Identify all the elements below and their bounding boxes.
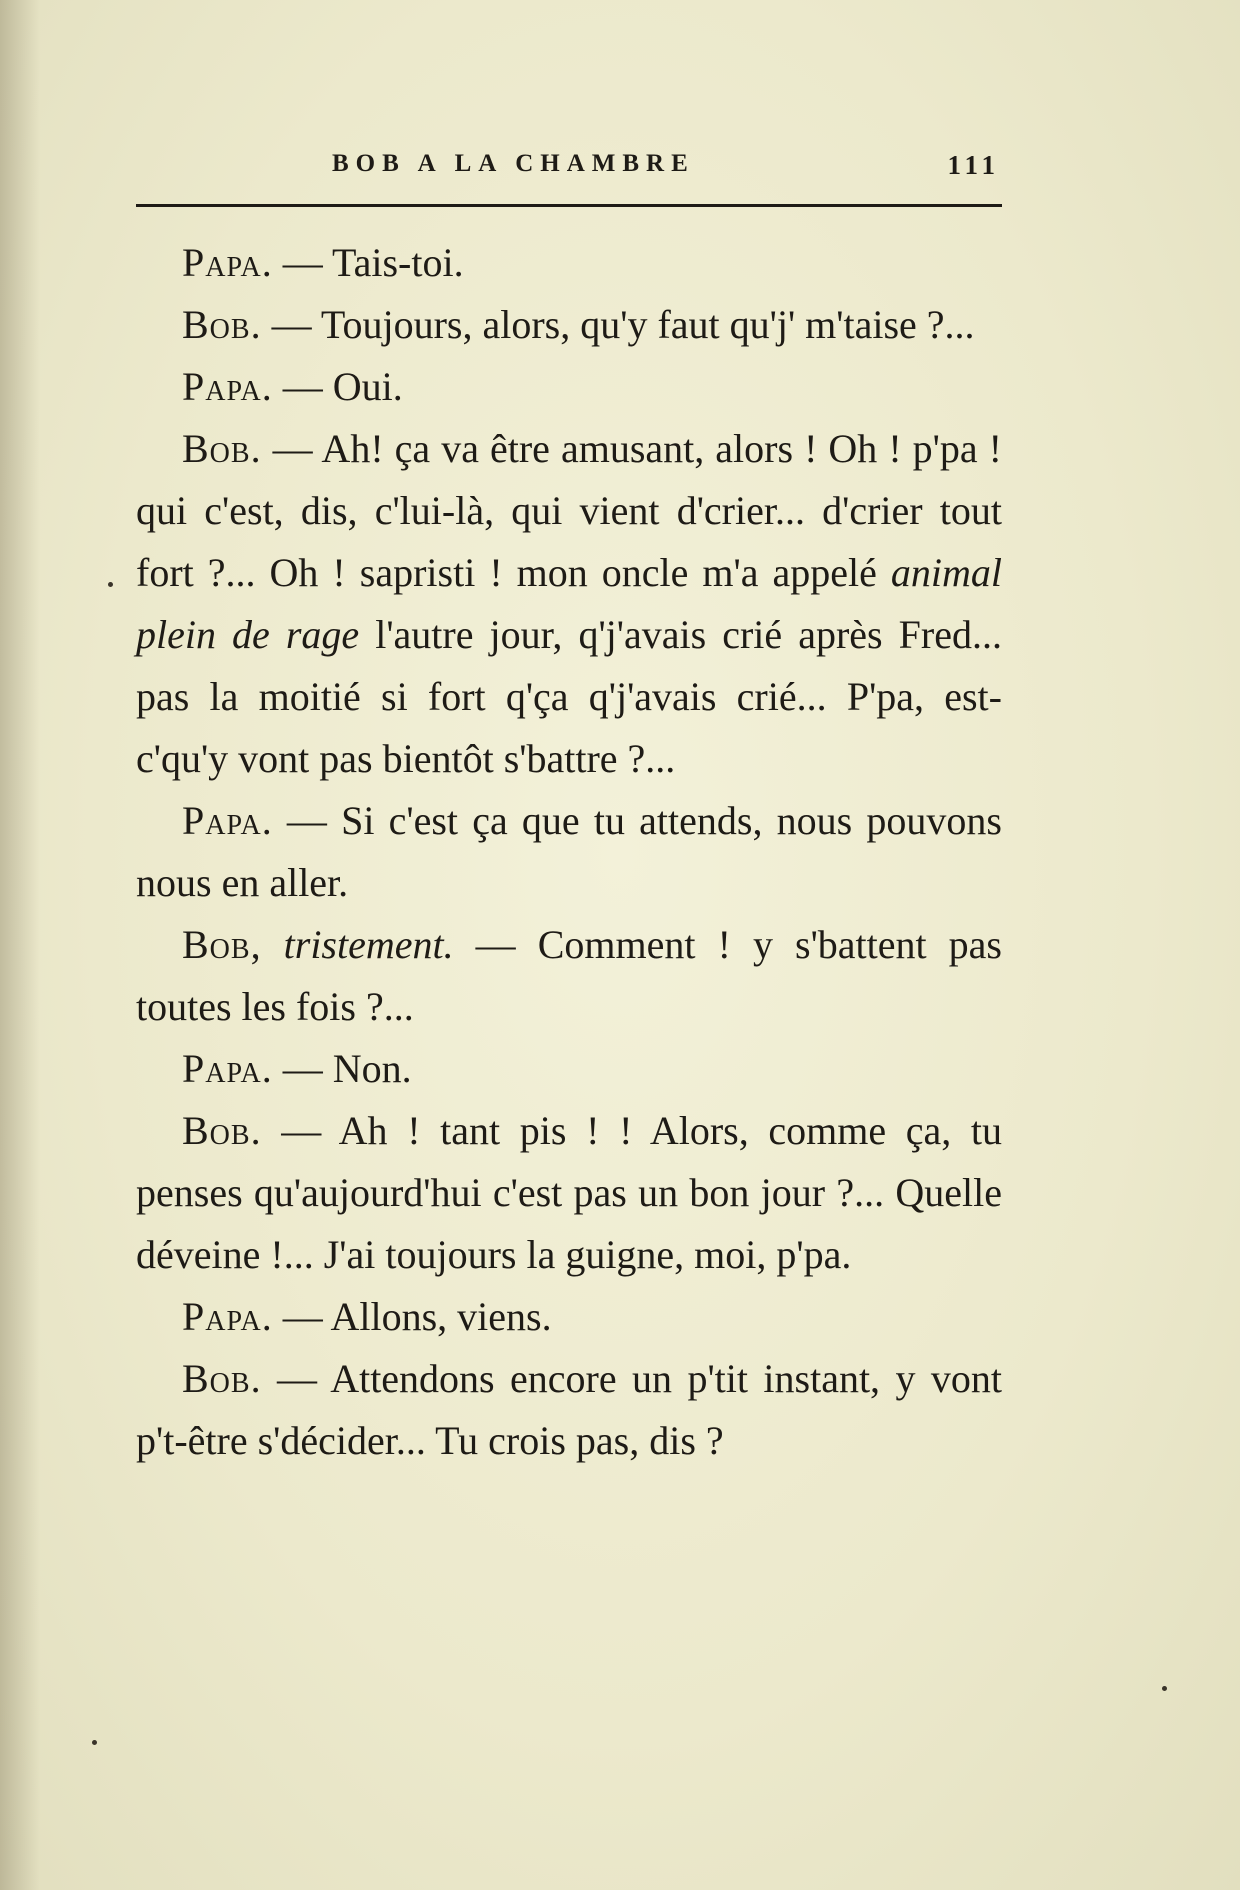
dialogue-line [136,356,1002,418]
line-text: — Oui. [272,364,403,409]
dialogue-line [136,1286,1002,1348]
dialogue-line [136,790,1002,914]
emphasis-text: animal plein de rage [136,550,1002,657]
speaker-name: Papa. [182,1294,273,1339]
stage-direction: tristement. [283,922,454,967]
speaker-name: Bob. [182,1356,262,1401]
line-text: — Non. [272,1046,412,1091]
speaker-name: Bob. [182,1108,262,1153]
line-text: — Tais-toi. [272,240,464,285]
running-title: BOB A LA CHAMBRE [332,150,695,177]
dialogue-line [136,1348,1002,1472]
paper-speck [92,1740,97,1745]
dialogue-text [136,232,1002,1472]
page-number: 111 [947,150,1000,180]
gutter-shadow [0,0,40,1890]
dialogue-line [136,1038,1002,1100]
line-text: — Attendons encore un p'tit instant, y vont p't-être s'décider... Tu crois pas, dis ? [136,1356,1002,1463]
paper-speck [108,582,113,587]
speaker-name: Papa. [182,1046,273,1091]
line-text: — Comment ! y s'battent pas toutes les fois ?... [136,922,1002,1029]
speaker-name: Bob, [182,922,262,967]
dialogue-line [136,1100,1002,1286]
paper-speck [1162,1686,1167,1691]
speaker-name: Papa. [182,364,273,409]
dialogue-line [136,914,1002,1038]
line-text: — Allons, viens. [272,1294,552,1339]
dialogue-line [136,418,1002,790]
dialogue-line [136,232,1002,294]
speaker-name: Papa. [182,240,273,285]
speaker-name: Bob. [182,426,262,471]
page-header [136,150,1002,190]
line-text: — Ah! ça va être amusant, alors ! Oh ! p'pa ! qui c'est, dis, c'lui-là, qui vient d'crier... d'crier tout fort ?... Oh ! sapristi ! mon oncle m'a appelé [136,426,1002,595]
dialogue-line [136,294,1002,356]
speaker-name: Papa. [182,798,273,843]
line-text: — Ah ! tant pis ! ! Alors, comme ça, tu penses qu'aujourd'hui c'est pas un bon jour ?... Quelle déveine !... J'ai toujours la guigne, moi, p'pa. [136,1108,1002,1277]
speaker-name: Bob. [182,302,262,347]
header-rule [136,204,1002,207]
line-text: — Toujours, alors, qu'y faut qu'j' m'taise ?... [261,302,975,347]
line-text-after: l'autre jour, q'j'avais crié après Fred... pas la moitié si fort q'ça q'j'avais crié... P'pa, est-c'qu'y vont pas bientôt s'battre ?... [136,612,1002,781]
line-text: — Si c'est ça que tu attends, nous pouvons nous en aller. [136,798,1002,905]
